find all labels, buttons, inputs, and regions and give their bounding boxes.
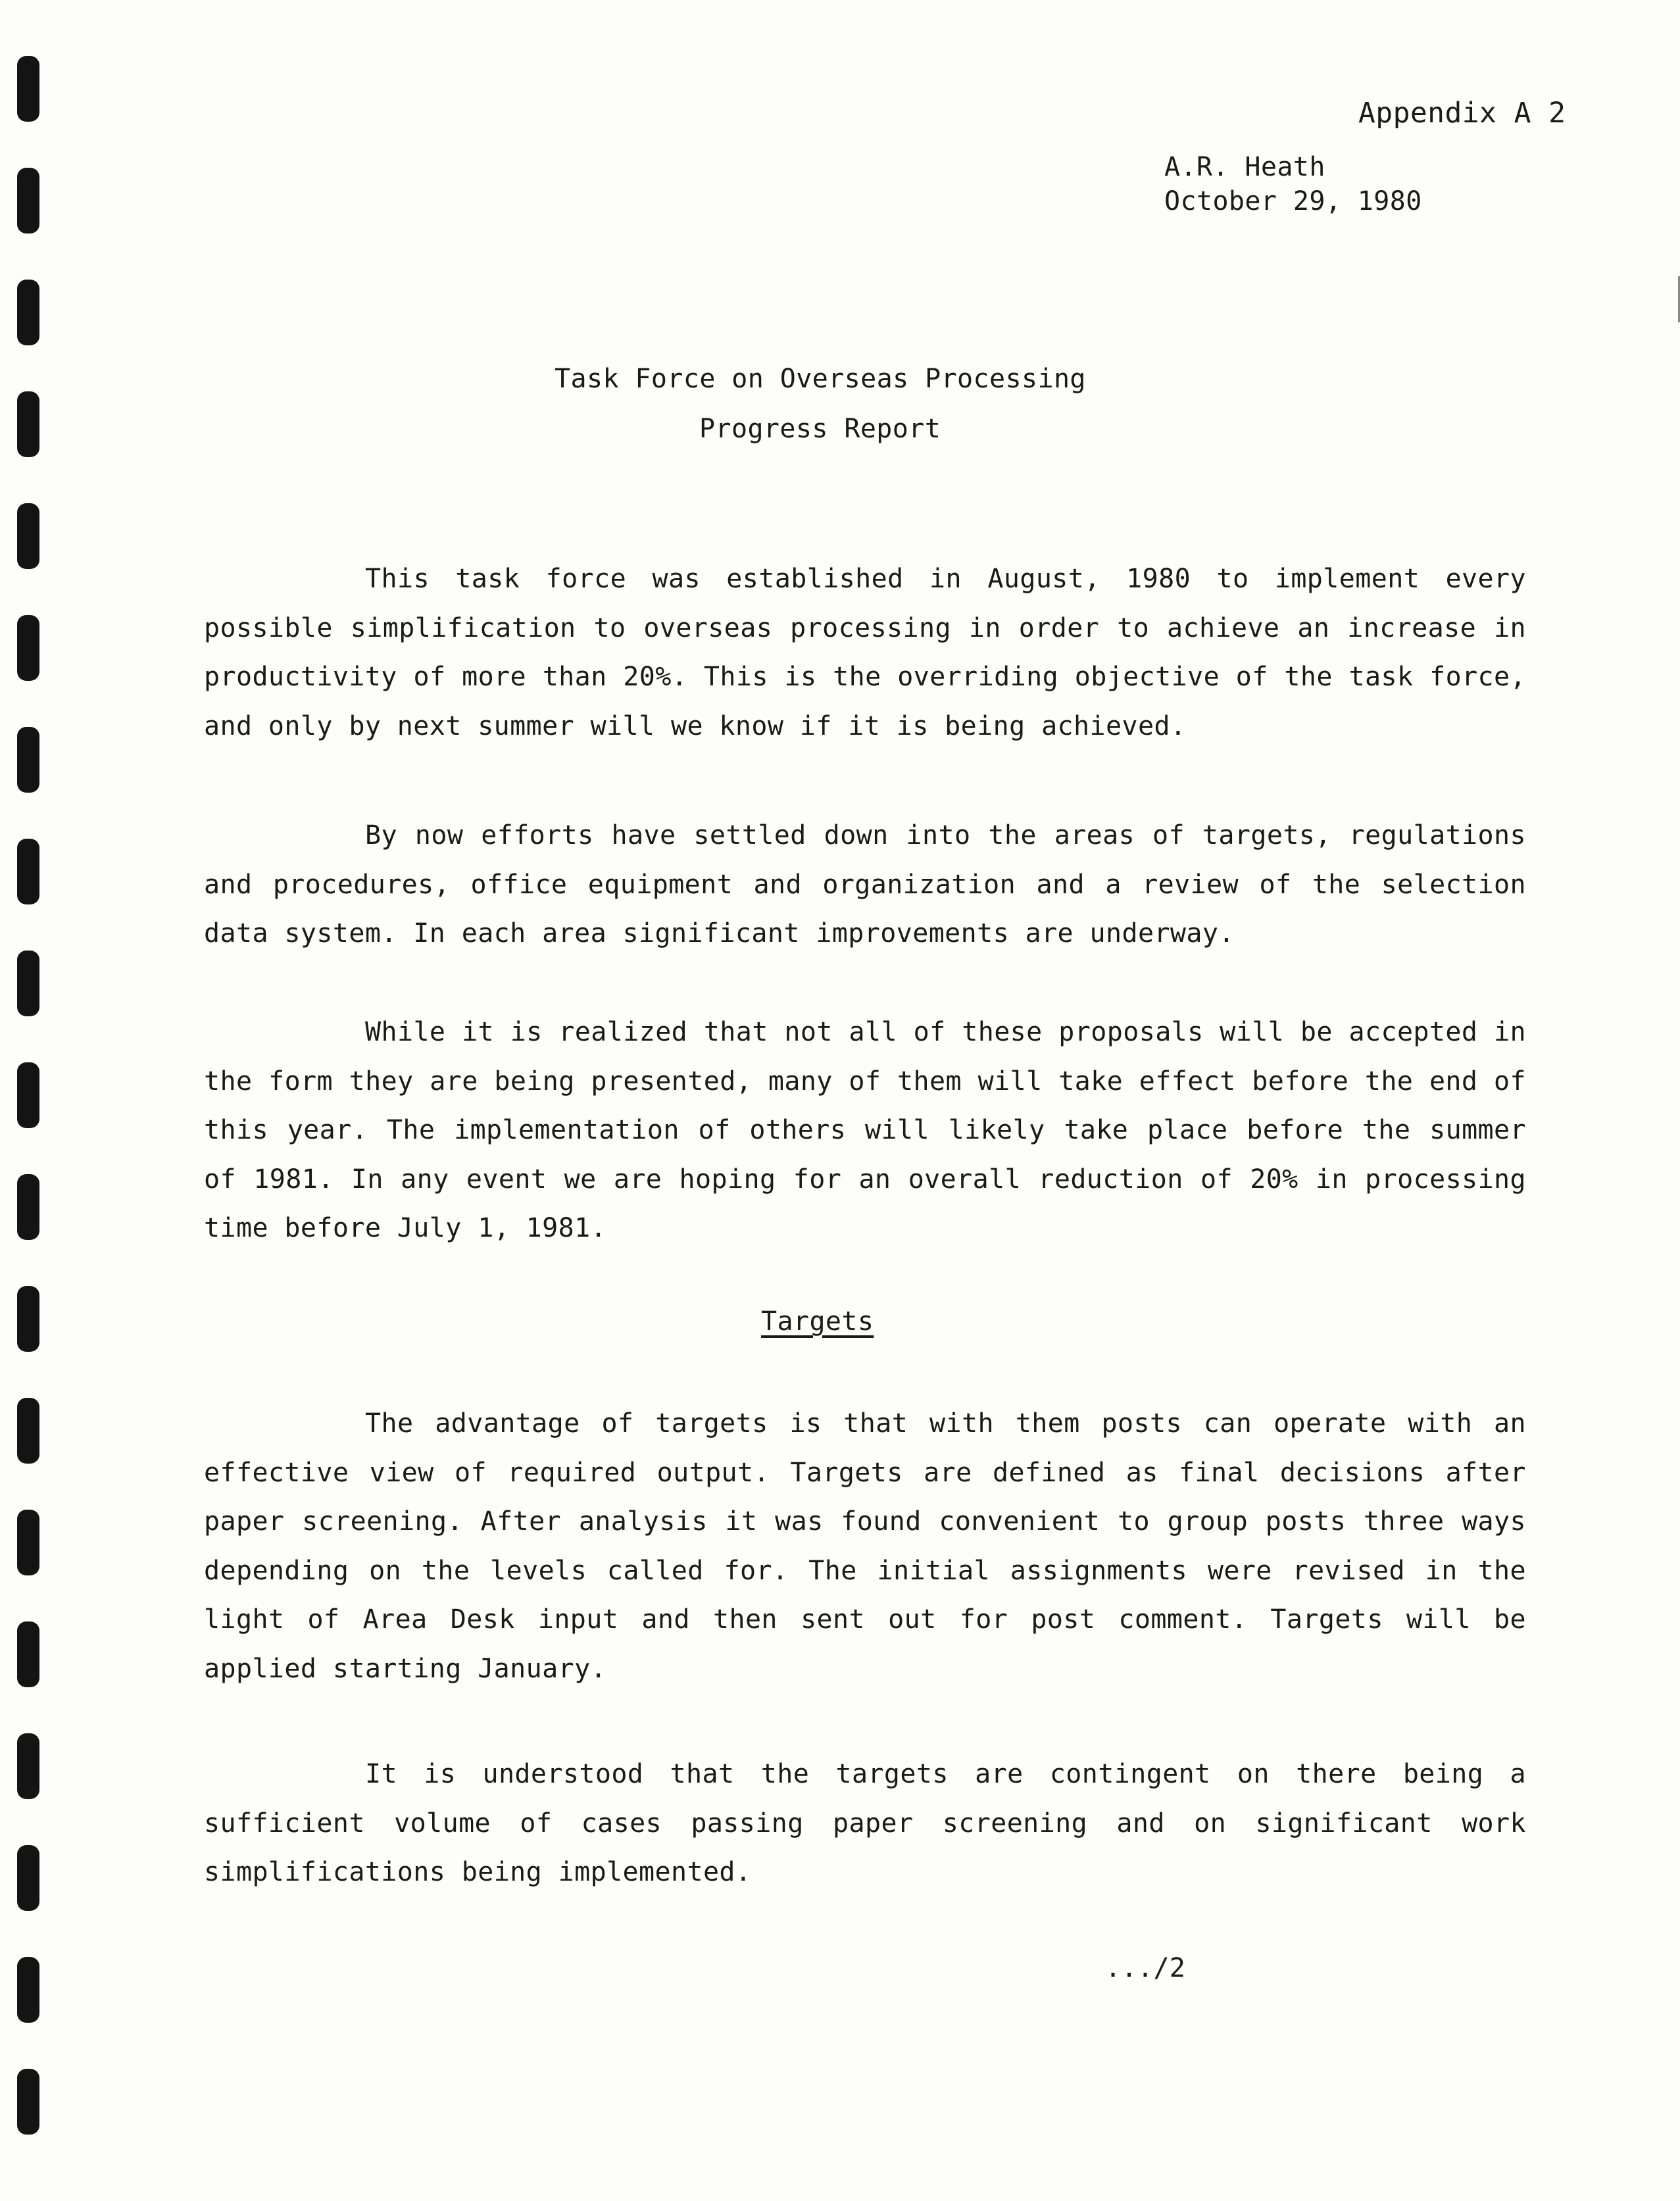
binder-hole: [17, 839, 39, 904]
section-paragraph: It is understood that the targets are contingent on there being a sufficient volume of cases passing paper screening and on significant work simplifications being implemented.: [204, 1759, 1526, 1887]
binder-hole: [17, 1174, 39, 1240]
body-paragraph: By now efforts have settled down into the areas of targets, regulations and procedures, office equipment and organization and a review of the selection data system. In each area significant improvements are underway.: [204, 820, 1526, 949]
binder-hole: [17, 615, 39, 681]
author-name: A.R. Heath: [1164, 152, 1325, 182]
binder-hole: [17, 1621, 39, 1687]
binder-hole: [17, 951, 39, 1016]
section-heading: Targets: [761, 1306, 874, 1337]
document-date: October 29, 1980: [1164, 186, 1422, 216]
continuation-marker: .../2: [1105, 1953, 1186, 1983]
binder-hole: [17, 1733, 39, 1799]
section-paragraph: The advantage of targets is that with them posts can operate with an effective view of required output. Targets are defined as final decisions after paper screening. After analysis it was found convenient to group posts three ways depending on the levels called for. The initial assignments were revised in the light of Area Desk input and then sent out for post comment. Targets will be applied starting January.: [204, 1408, 1526, 1684]
binder-hole: [17, 1398, 39, 1464]
binder-hole: [17, 280, 39, 345]
binder-hole: [17, 56, 39, 122]
binder-hole: [17, 1510, 39, 1575]
document-subtitle: Progress Report: [699, 414, 941, 444]
binder-hole: [17, 2069, 39, 2135]
document-title: Task Force on Overseas Processing: [555, 364, 1086, 394]
binder-hole: [17, 1845, 39, 1911]
binder-hole: [17, 1286, 39, 1352]
binder-hole: [17, 1957, 39, 2023]
binder-hole: [17, 391, 39, 457]
binder-hole: [17, 503, 39, 569]
binder-hole: [17, 168, 39, 234]
body-paragraph: This task force was established in August, 1980 to implement every possible simplification to overseas processing in order to achieve an increase in productivity of more than 20%. This is the overriding objective of the task force, and only by next summer will we know if it is being achieved.: [204, 564, 1526, 741]
binder-hole: [17, 727, 39, 793]
appendix-label: Appendix A 2: [1358, 97, 1566, 130]
binder-hole: [17, 1062, 39, 1128]
body-paragraph: While it is realized that not all of these proposals will be accepted in the form they are being presented, many of them will take effect before the end of this year. The implementation of others will likely take place before the summer of 1981. In any event we are hoping for an overall reduction of 20% in processing time before July 1, 1981.: [204, 1017, 1526, 1243]
